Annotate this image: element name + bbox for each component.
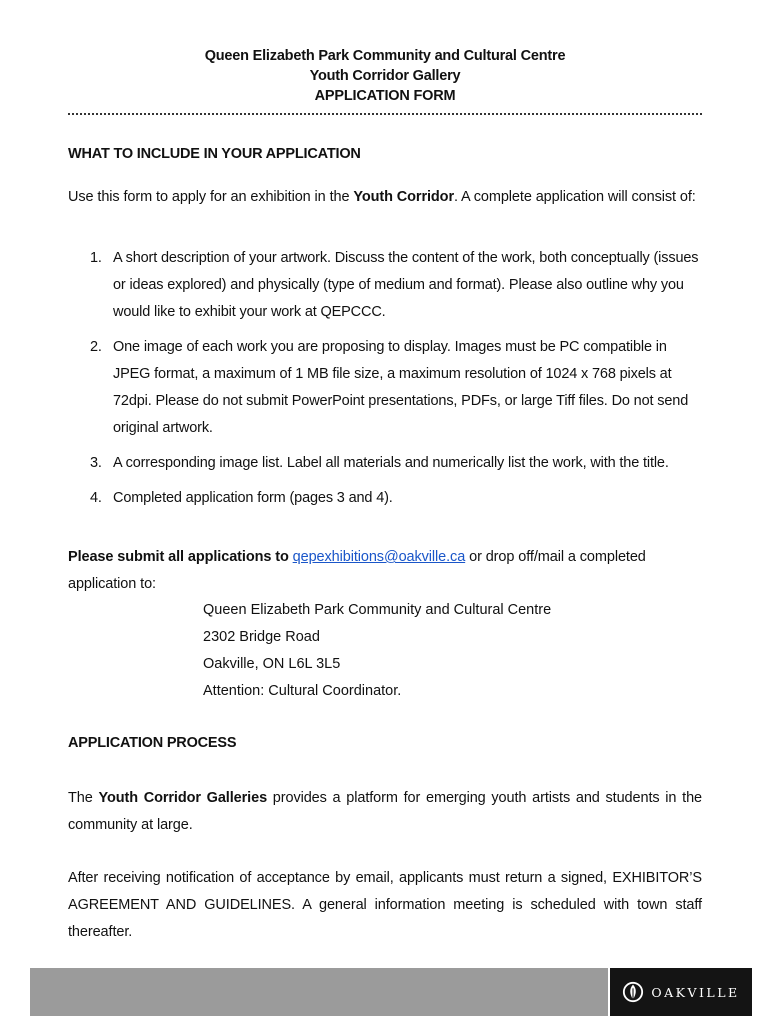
section-title-application-process: APPLICATION PROCESS [68, 735, 237, 751]
intro-paragraph [68, 184, 702, 211]
section-title-what-to-include: WHAT TO INCLUDE IN YOUR APPLICATION [68, 146, 361, 162]
requirements-list [68, 245, 702, 520]
intro-bold: Youth Corridor [353, 189, 454, 205]
list-item [68, 450, 702, 477]
list-item-text: A short description of your artwork. Discuss the content of the work, both conceptually (issues or ideas explored) and physically (type of medium and format). Please also outline why you would like to exhibit your work at QEPCCC. [113, 250, 699, 320]
header-centre-name: Queen Elizabeth Park Community and Cultural Centre [204, 48, 566, 64]
logo-wordmark: OAKVILLE [651, 984, 740, 1000]
address-line-city: Oakville, ON L6L 3L5 [203, 656, 341, 672]
list-item-number: 4. [90, 490, 102, 506]
email-link[interactable]: qepexhibitions@oakville.ca [292, 549, 466, 565]
list-item-text: Completed application form (pages 3 and 4). [113, 490, 393, 506]
oak-leaf-icon [622, 981, 644, 1003]
list-item [68, 245, 702, 326]
dotted-divider [68, 113, 702, 115]
footer-bar [30, 968, 608, 1016]
header-form-title: APPLICATION FORM [314, 88, 456, 104]
mailing-address [203, 597, 551, 705]
list-item-number: 3. [90, 455, 102, 471]
list-item-text: One image of each work you are proposing to display. Images must be PC compatible in JPEG format, a maximum of 1 MB file size, a maximum resolution of 1024 x 768 pixels at 72dpi. Please do not submit PowerPoint presentations, PDFs, or large Tiff files. Do not send original artwork. [113, 339, 689, 436]
list-item-number: 1. [90, 250, 102, 266]
oakville-logo [610, 968, 752, 1016]
gallery-bold: Youth Corridor Galleries [98, 790, 268, 806]
submit-bold: Please submit all applications to [68, 549, 293, 565]
header-gallery-name: Youth Corridor Gallery [309, 68, 461, 84]
gallery-text-end: provides a platform for emerging youth artists and students in the community at large. [68, 790, 702, 833]
intro-text: Use this form to apply for an exhibition in the [68, 189, 354, 205]
gallery-description-paragraph [68, 785, 702, 839]
submit-text: or drop off/mail a completed application to: [68, 549, 646, 592]
list-item-number: 2. [90, 339, 102, 355]
address-line-attention: Attention: Cultural Coordinator. [203, 683, 402, 699]
list-item [68, 334, 702, 442]
acceptance-paragraph: After receiving notification of acceptance by email, applicants must return a signed, EXHIBITOR’S AGREEMENT AND GUIDELINES. A general information meeting is scheduled with town staff thereafter. [68, 870, 702, 940]
submit-paragraph [68, 544, 702, 598]
gallery-text: The [68, 790, 99, 806]
document-header [0, 46, 770, 106]
address-line-centre: Queen Elizabeth Park Community and Cultural Centre [203, 602, 552, 618]
address-line-street: 2302 Bridge Road [203, 629, 320, 645]
list-item [68, 485, 702, 512]
list-item-text: A corresponding image list. Label all materials and numerically list the work, with the title. [113, 455, 669, 471]
intro-text-end: . A complete application will consist of: [453, 189, 696, 205]
